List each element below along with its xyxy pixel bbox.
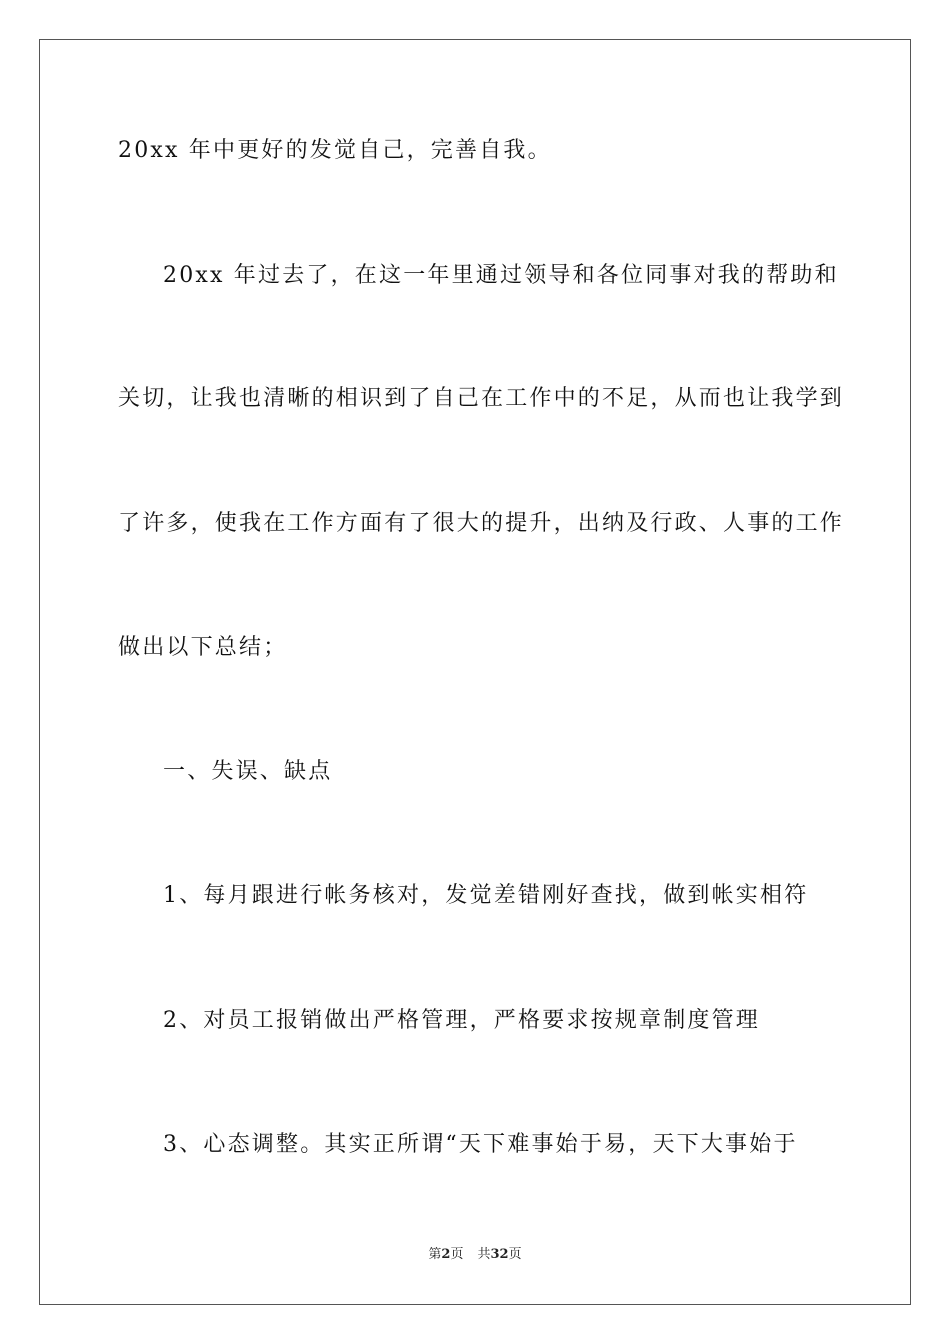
page-border — [39, 39, 911, 1305]
text-line-2: 20xx 年过去了，在这一年里通过领导和各位同事对我的帮助和 — [163, 263, 839, 288]
section-heading: 一、失误、缺点 — [163, 759, 333, 784]
text-line-1: 20xx 年中更好的发觉自己，完善自我。 — [118, 138, 552, 163]
page-footer — [0, 1246, 950, 1264]
total-prefix: 共 — [477, 1247, 491, 1262]
total-suffix: 页 — [508, 1247, 522, 1262]
total-pages: 32 — [490, 1247, 509, 1262]
page-number: 2 — [441, 1247, 451, 1262]
page-suffix: 页 — [450, 1247, 464, 1262]
text-line-4: 了许多，使我在工作方面有了很大的提升，出纳及行政、人事的工作 — [118, 511, 845, 536]
list-item-2: 2、对员工报销做出严格管理，严格要求按规章制度管理 — [163, 1008, 760, 1033]
text-line-3: 关切，让我也清晰的相识到了自己在工作中的不足，从而也让我学到 — [118, 386, 845, 411]
text-line-5: 做出以下总结； — [118, 635, 288, 660]
page-prefix: 第 — [428, 1247, 442, 1262]
list-item-3: 3、心态调整。其实正所谓“天下难事始于易，天下大事始于 — [163, 1132, 798, 1157]
list-item-1: 1、每月跟进行帐务核对，发觉差错刚好查找，做到帐实相符 — [163, 883, 809, 908]
